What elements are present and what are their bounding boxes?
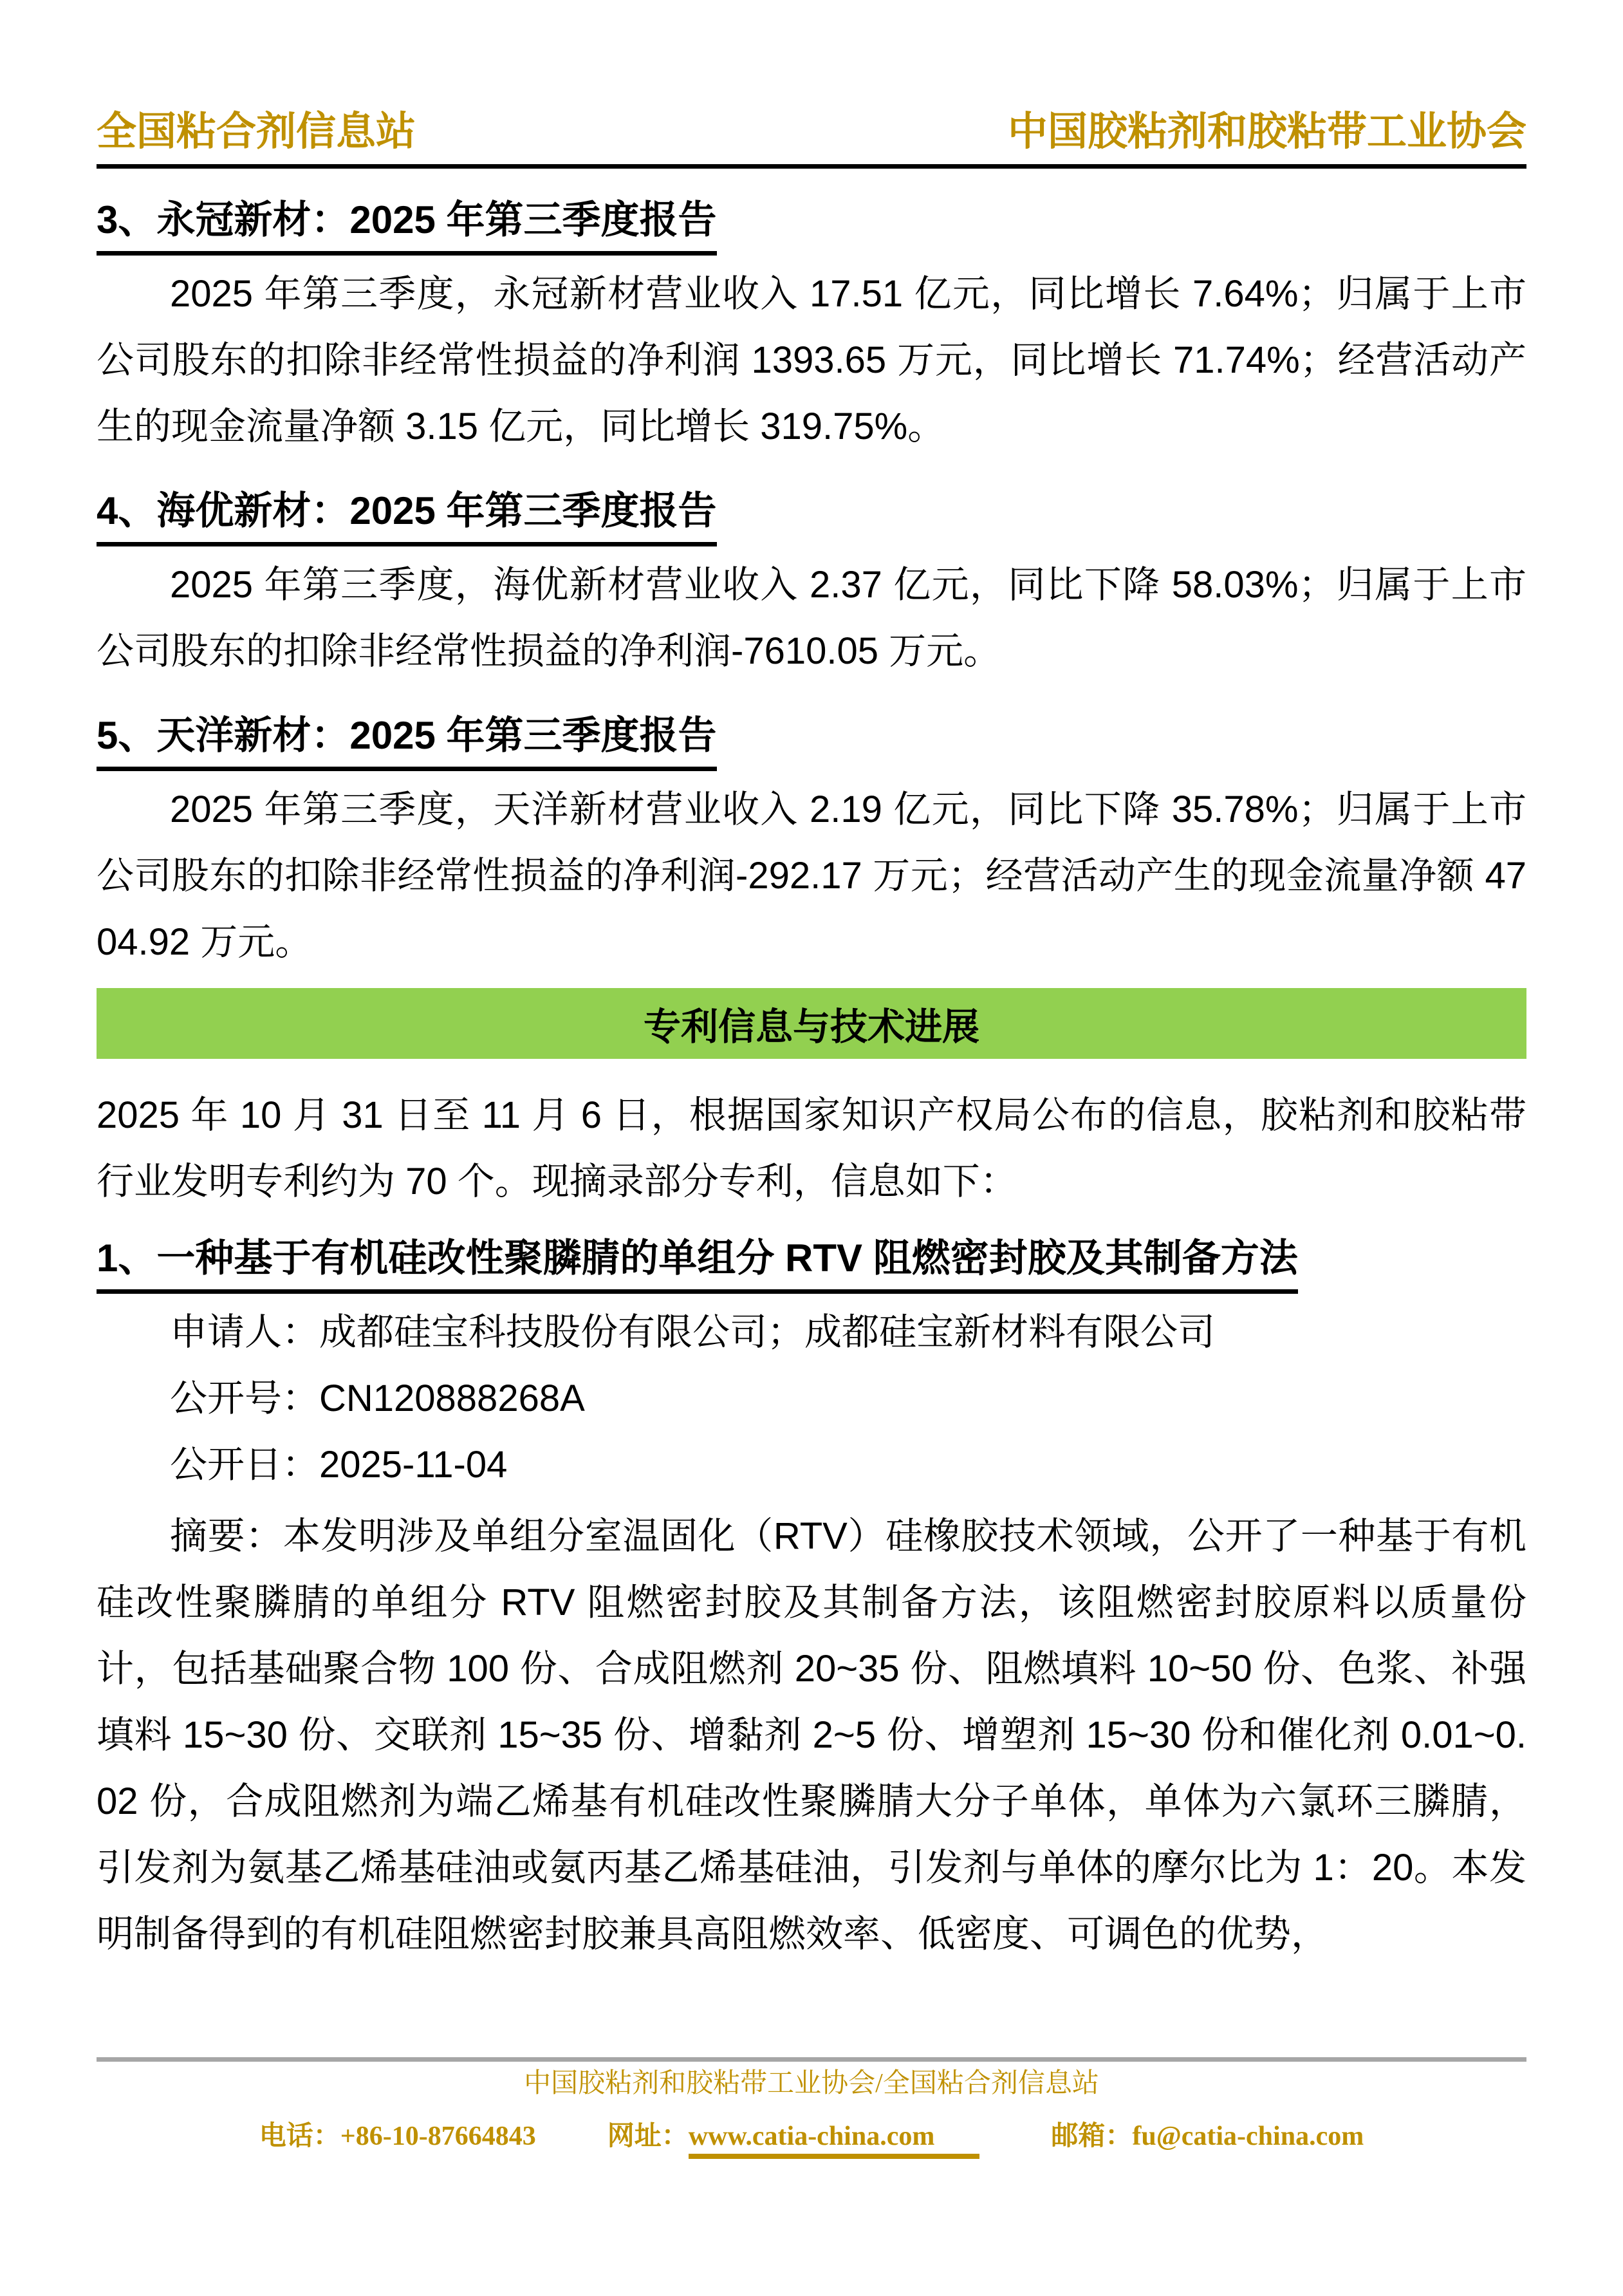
patent-section-banner [97,988,1526,1059]
patent-publication-number-line: 公开号：CN120888268A [170,1377,585,1419]
patents-intro-paragraph: 2025 年 10 月 31 日至 11 月 6 日，根据国家知识产权局公布的信息，胶粘剂和胶粘带行业发明专利约为 70 个。现摘录部分专利，信息如下： [97,1094,1526,1202]
section-heading-5 [97,710,1526,771]
section-body-4: 2025 年第三季度，海优新材营业收入 2.37 亿元，同比下降 58.03%；归属于上市公司股东的扣除非经常性损益的净利润-7610.05 万元。 [97,564,1526,672]
section-body-3: 2025 年第三季度，永冠新材营业收入 17.51 亿元，同比增长 7.64%；归属于上市公司股东的扣除非经常性损益的净利润 1393.65 万元，同比增长 71.74%；经营活动产生的现金流量净额 3.15 亿元，同比增长 319.75%。 [97,273,1526,447]
footer-website-link[interactable]: www.catia-china.com [689,2122,980,2159]
footer-email: 邮箱：fu@catia-china.com [1051,2122,1364,2151]
page-content [97,0,1526,2153]
footer-organization-line: 中国胶粘剂和胶粘带工业协会/全国粘合剂信息站 [524,2069,1099,2098]
page-header [97,0,1526,158]
patent-details [97,1299,1526,1498]
section-heading-3 [97,194,1526,256]
section-heading-4-text: 4、海优新材：2025 年第三季度报告 [97,485,717,546]
header-divider [97,164,1526,169]
section-heading-4 [97,485,1526,546]
header-left-brand: 全国粘合剂信息站 [97,109,416,154]
footer-phone: 电话：+86-10-87664843 [259,2122,536,2151]
patent-heading-1-text: 1、一种基于有机硅改性聚膦腈的单组分 RTV 阻燃密封胶及其制备方法 [97,1233,1298,1294]
footer-web-label: 网址： [607,2122,689,2151]
patent-heading-1 [97,1233,1526,1294]
patent-publication-date-line: 公开日：2025-11-04 [170,1444,508,1486]
patent-abstract-paragraph: 摘要：本发明涉及单组分室温固化（RTV）硅橡胶技术领域，公开了一种基于有机硅改性聚膦腈的单组分 RTV 阻燃密封胶及其制备方法，该阻燃密封胶原料以质量份计，包括基础聚合物 100 份、合成阻燃剂 20~35 份、阻燃填料 10~50 份、色浆、补强填料 15~30 份、交联剂 15~35 份、增黏剂 2~5 份、增塑剂 15~30 份和催化剂 0.01~0.02 份，合成阻燃剂为端乙烯基有机硅改性聚膦腈大分子单体，单体为六氯环三膦腈，引发剂为氨基乙烯基硅油或氨丙基乙烯基硅油，引发剂与单体的摩尔比为 1：20。本发明制备得到的有机硅阻燃密封胶兼具高阻燃效率、低密度、可调色的优势， [97,1515,1526,1955]
header-right-brand: 中国胶粘剂和胶粘带工业协会 [1007,109,1526,154]
footer-divider [97,2057,1526,2062]
patent-applicant-line: 申请人：成都硅宝科技股份有限公司；成都硅宝新材料有限公司 [170,1311,1216,1353]
section-heading-5-text: 5、天洋新材：2025 年第三季度报告 [97,710,717,771]
footer-contact-line [97,2120,1526,2153]
section-body-5: 2025 年第三季度，天洋新材营业收入 2.19 亿元，同比下降 35.78%；归属于上市公司股东的扣除非经常性损益的净利润-292.17 万元；经营活动产生的现金流量净额 4704.92 万元。 [97,789,1526,963]
section-heading-3-text: 3、永冠新材：2025 年第三季度报告 [97,194,717,256]
patent-section-banner-title: 专利信息与技术进展 [643,1006,979,1048]
